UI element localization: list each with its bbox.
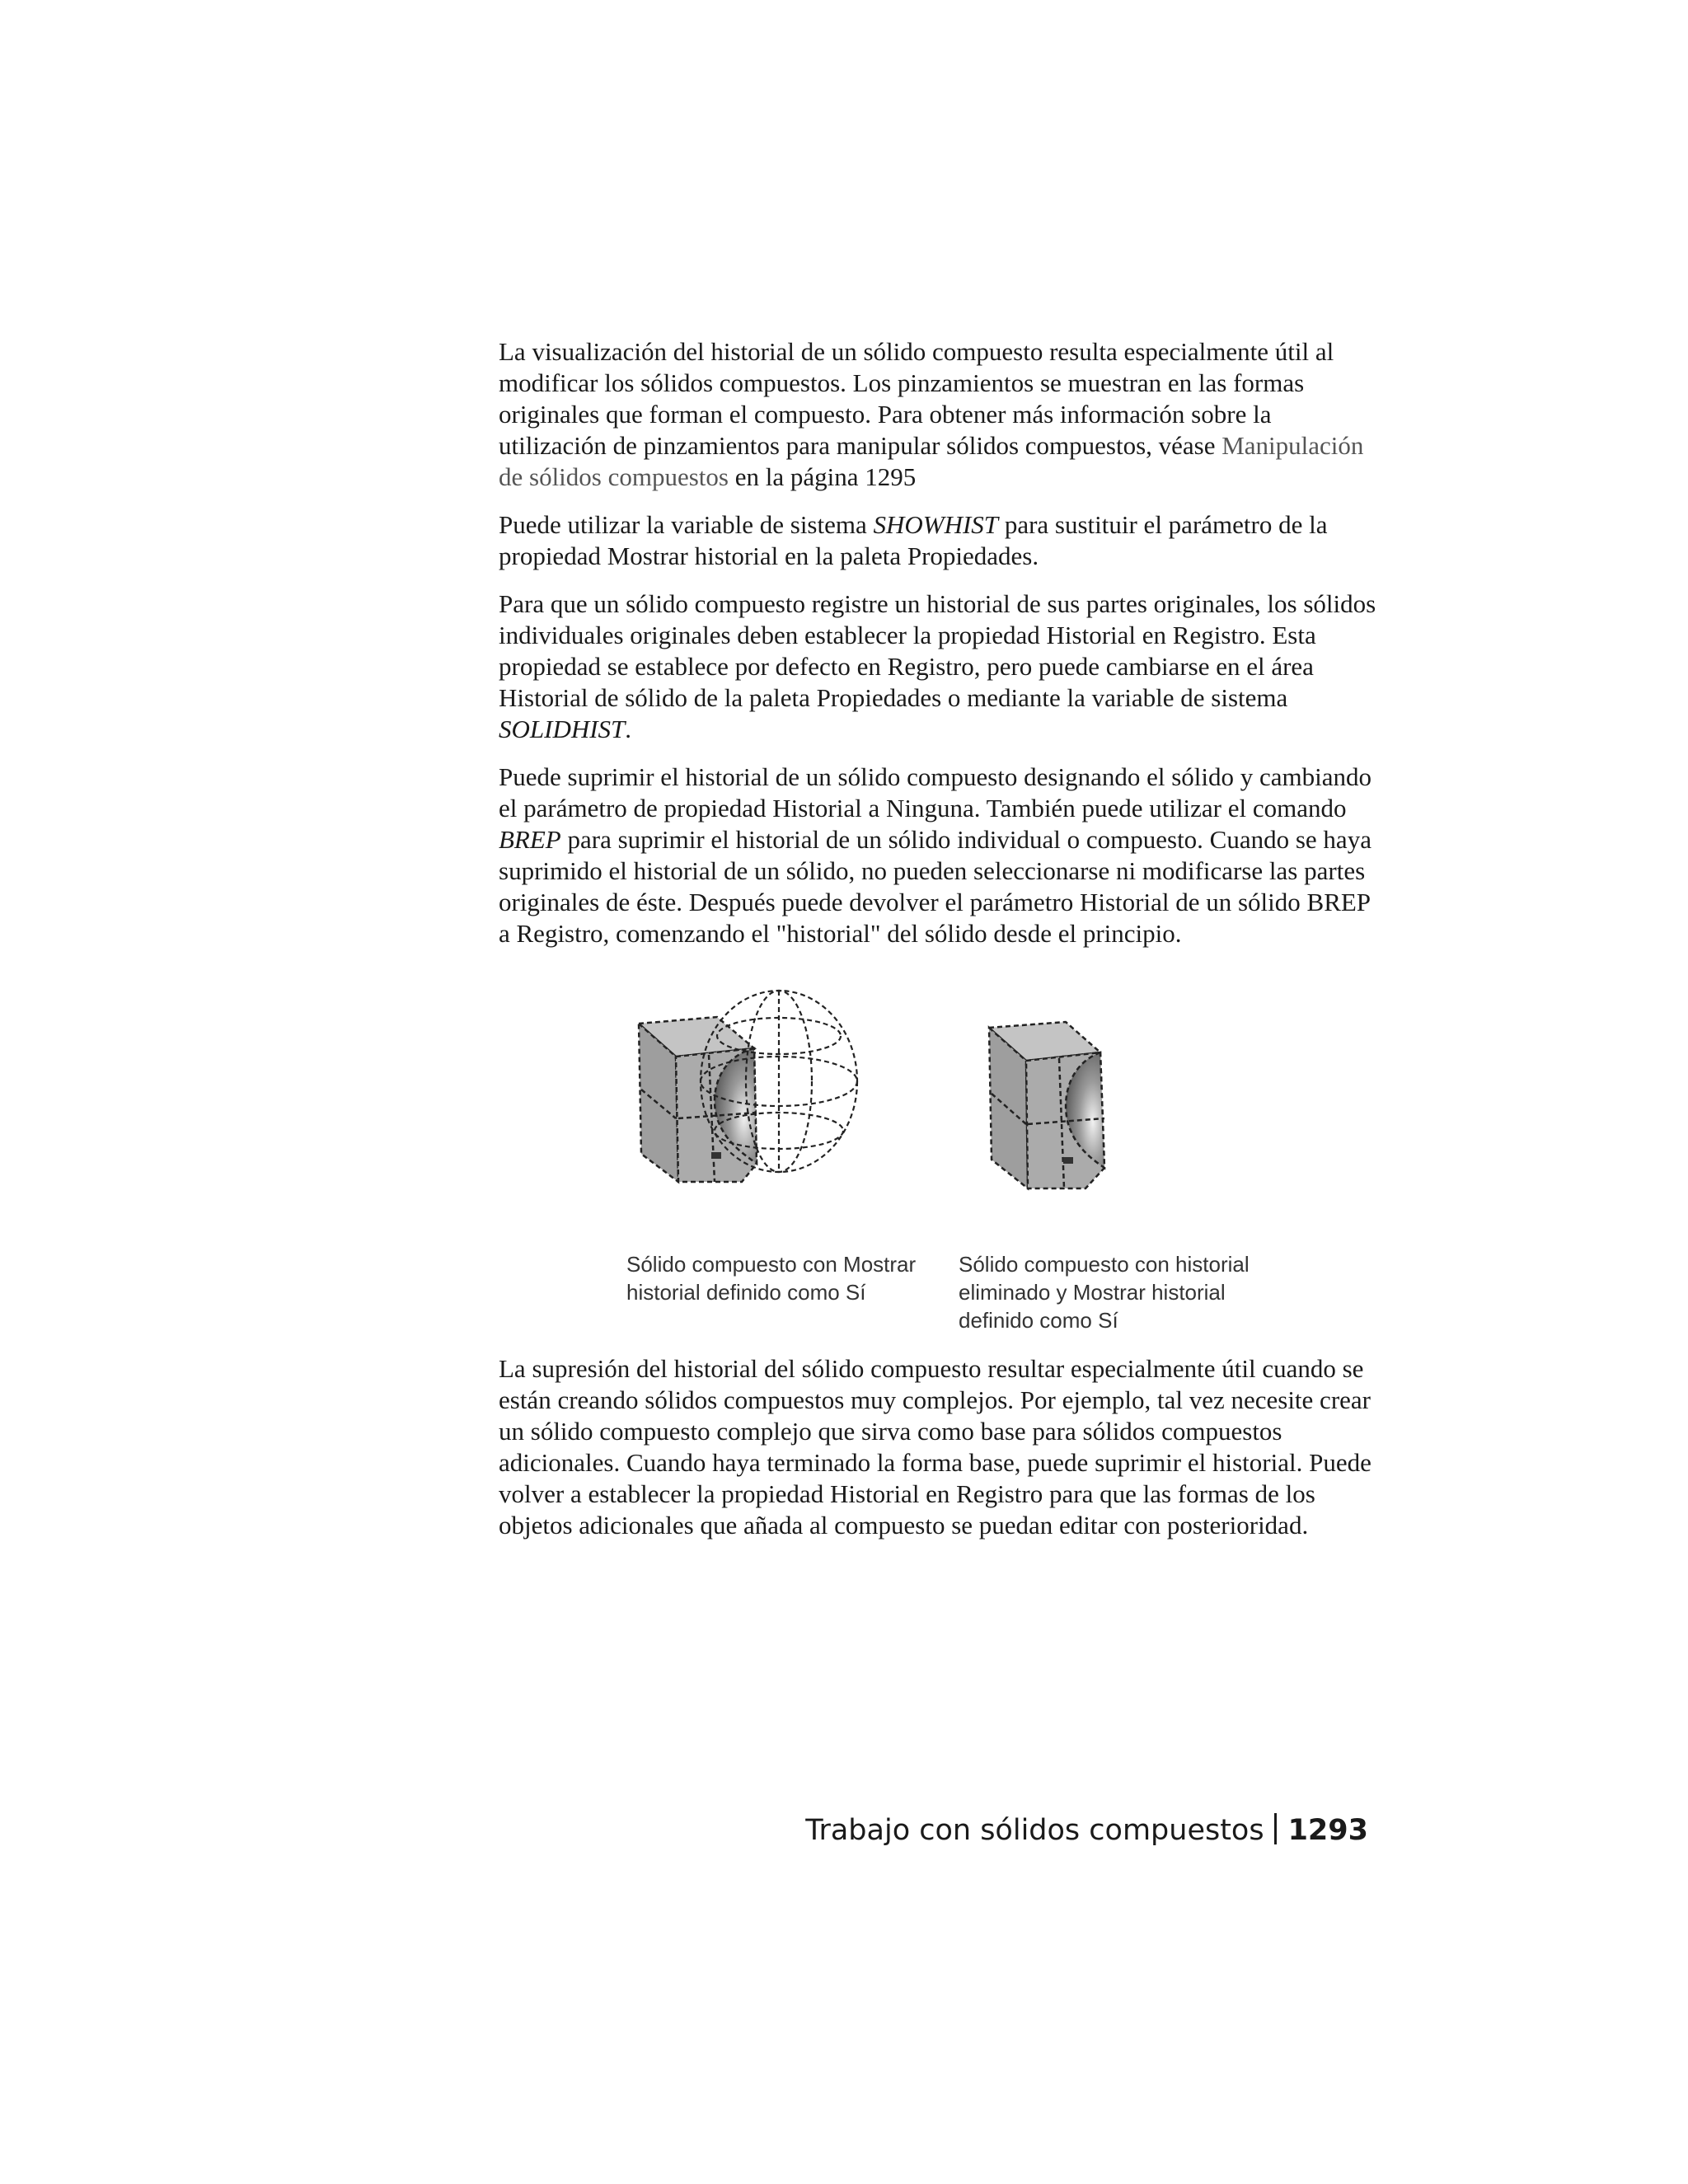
page-number: 1293	[1287, 1814, 1368, 1847]
paragraph-1	[499, 336, 1381, 493]
paragraph-4-text-a: Puede suprimir el historial de un sólido compuesto designando el sólido y cambiando el parámetro de propiedad Historial a Ninguna. También puede utilizar el comando	[499, 762, 1372, 823]
system-variable-showhist: SHOWHIST	[873, 510, 999, 539]
paragraph-2-text-b: para sustituir el parámetro de la propiedad Mostrar historial en la paleta Propiedades.	[499, 510, 1328, 570]
figure-caption-right: Sólido compuesto con historial eliminado y Mostrar historial definido como Sí	[959, 1252, 1250, 1333]
composite-solid-figure	[499, 966, 1381, 1345]
page-body	[499, 336, 1381, 1558]
system-variable-solidhist: SOLIDHIST	[499, 715, 626, 743]
paragraph-2	[499, 509, 1381, 572]
paragraph-4-text-b: para suprimir el historial de un sólido individual o compuesto. Cuando se haya suprimido el historial de un sólido, no pueden seleccionarse ni modificarse las partes originales de éste. Después puede devolver el parámetro Historial de un sólido BREP a Registro, comenzando el "historial" del sólido desde el principio.	[499, 825, 1372, 948]
paragraph-5: La supresión del historial del sólido compuesto resultar especialmente útil cuando se están creando sólidos compuestos muy complejos. Por ejemplo, tal vez necesite crear un sólido compuesto complejo que sirva como base para sólidos compuestos adicionales. Cuando haya terminado la forma base, puede suprimir el historial. Puede volver a establecer la propiedad Historial en Registro para que las formas de los objetos adicionales que añada al compuesto se puedan editar con posterioridad.	[499, 1354, 1372, 1540]
cross-reference-link[interactable]: Manipulación de sólidos compuestos	[499, 431, 1364, 491]
paragraph-1-text-b: en la página 1295	[729, 462, 917, 491]
paragraph-3-text-a: Para que un sólido compuesto registre un historial de sus partes originales, los sólidos individuales originales deben establecer la propiedad Historial en Registro. Esta propiedad se establece por defecto en Registro, pero puede cambiarse en el área Historial de sólido de la paleta Propiedades o mediante la variable de sistema	[499, 589, 1376, 712]
footer-divider	[1274, 1813, 1277, 1844]
paragraph-4	[499, 762, 1381, 949]
page-footer	[805, 1813, 1368, 1847]
paragraph-3	[499, 588, 1381, 745]
figure-caption-left: Sólido compuesto con Mostrar historial definido como Sí	[626, 1252, 917, 1305]
paragraph-2-text-a: Puede utilizar la variable de sistema	[499, 510, 874, 539]
composite-solid-with-history	[639, 1017, 757, 1182]
paragraph-3-text-b: .	[625, 715, 632, 743]
paragraph-1-text-a: La visualización del historial de un sólido compuesto resulta especialmente útil al modificar los sólidos compuestos. Los pinzamientos se muestran en las formas originales que forman el compuesto. Para obtener más información sobre la utilización de pinzamientos para manipular sólidos compuestos, véase	[499, 337, 1334, 460]
composite-solid-history-removed	[989, 1022, 1104, 1188]
command-brep: BREP	[499, 825, 561, 854]
composite-solid-illustration	[499, 966, 1381, 1246]
footer-section-title: Trabajo con sólidos compuestos	[805, 1814, 1264, 1847]
